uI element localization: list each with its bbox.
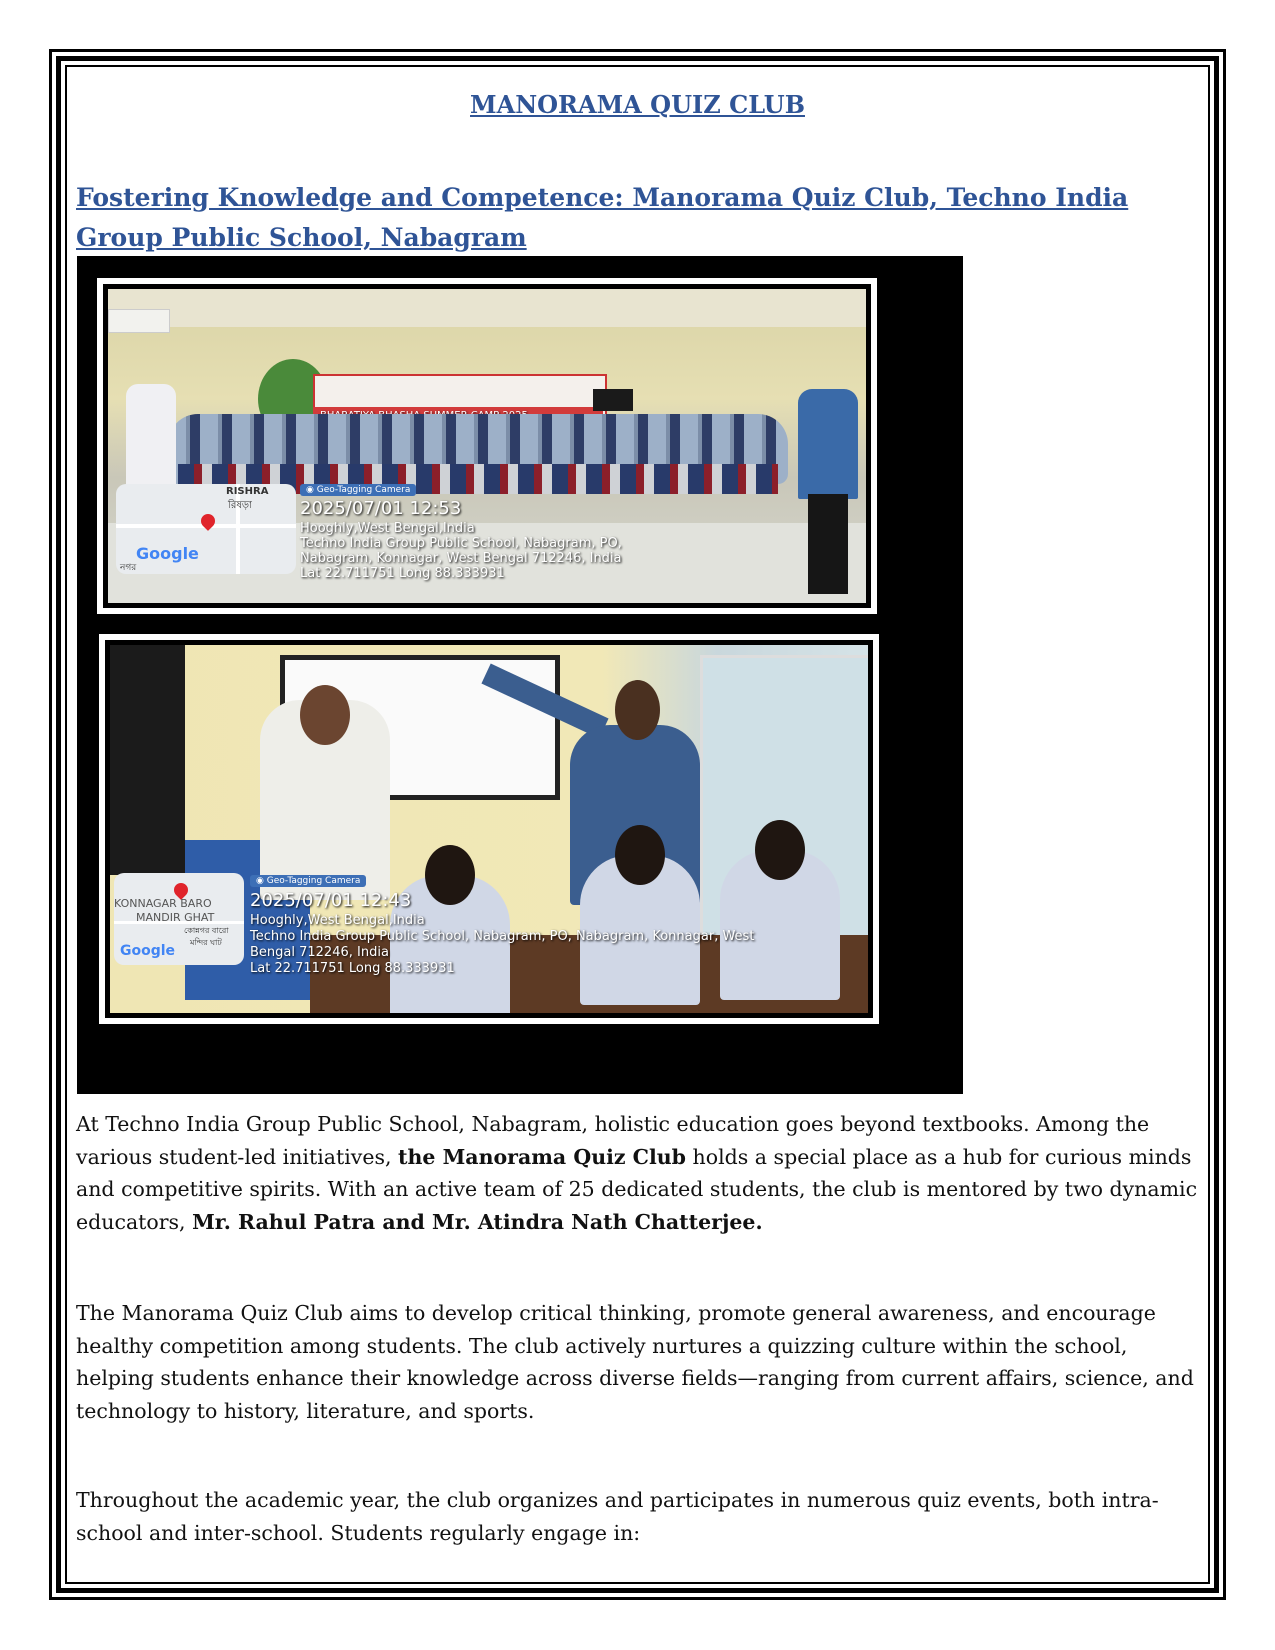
geo-tag-badge [300, 484, 416, 496]
location-map [116, 484, 296, 574]
map-place-label: RISHRA [226, 486, 269, 497]
summer-camp-group-photo [108, 289, 866, 603]
club-name-bold: the Manorama Quiz Club [398, 1144, 687, 1169]
photo-frame-1 [97, 278, 877, 614]
paragraph-aims: The Manorama Quiz Club aims to develop critical thinking, promote general awareness, and encourage healthy competition among students. The club actively nurtures a quizzing culture within the school, helping students enhance their knowledge across diverse fields—ranging from current affairs, science, and technology to history, literature, and sports. [76, 1301, 1194, 1423]
quiz-session-photo [110, 645, 868, 1013]
map-place-local-2: মন্দির ঘাট [190, 938, 222, 947]
mentor-names-bold: Mr. Rahul Patra and Mr. Atindra Nath Chatterjee. [192, 1209, 763, 1234]
geo-line-1: Hooghly,West Bengal,India [300, 521, 475, 536]
geo-tag-label: Geo-Tagging Camera [266, 876, 361, 886]
map-place-local: কোন্নগর বারো [184, 926, 229, 935]
section-heading: Fostering Knowledge and Competence: Manorama Quiz Club, Techno India Group Public School, Nabagram [76, 183, 1129, 252]
map-place-local: রিষড়া [228, 500, 252, 511]
photo-frame-2 [99, 634, 879, 1024]
paragraph-activities: Throughout the academic year, the club organizes and participates in numerous quiz events, both intra-school and inter-school. Students regularly engage in: [76, 1488, 1159, 1545]
geo-line-1: Hooghly,West Bengal,India [250, 913, 425, 928]
geo-line-3: Nabagram, Konnagar, West Bengal 712246, India [300, 551, 622, 566]
para-text: holds a special place as a hub for curious minds and competitive spirits. With an active team of 25 dedicated students, the club is mentored by two dynamic educators, [76, 1144, 1198, 1234]
geo-line-4: Lat 22.711751 Long 88.333931 [250, 961, 455, 976]
photo-panel [77, 256, 963, 1094]
google-logo: Google [136, 544, 199, 563]
camera-icon: ◉ [256, 876, 267, 886]
geo-tag-label: Geo-Tagging Camera [316, 485, 411, 495]
page-title: MANORAMA QUIZ CLUB [470, 90, 805, 119]
camera-icon: ◉ [306, 485, 317, 495]
map-corner-label: নগর [120, 563, 137, 573]
geo-timestamp: 2025/07/01 12:53 [300, 498, 462, 519]
google-logo: Google [120, 943, 176, 959]
map-place-label: KONNAGAR BARO [114, 897, 212, 910]
geo-line-2: Techno India Group Public School, Nabagram, PO, Nabagram, Konnagar, West [250, 929, 755, 944]
location-map [114, 873, 244, 965]
geo-timestamp: 2025/07/01 12:43 [250, 890, 412, 911]
geo-line-4: Lat 22.711751 Long 88.333931 [300, 566, 505, 581]
geo-line-3: Bengal 712246, India [250, 945, 389, 960]
quizmaster [260, 700, 390, 900]
paragraph-intro [76, 1108, 1201, 1238]
student [720, 850, 840, 1000]
teacher-right [798, 389, 858, 499]
para-text: At Techno India Group Public School, Nabagram, holistic education goes beyond textbooks. Among the various student-led initiatives, [76, 1112, 1150, 1169]
geo-line-2: Techno India Group Public School, Nabagram, PO, [300, 536, 622, 551]
geo-tag-badge [250, 875, 366, 887]
map-place-label-2: MANDIR GHAT [136, 911, 215, 924]
